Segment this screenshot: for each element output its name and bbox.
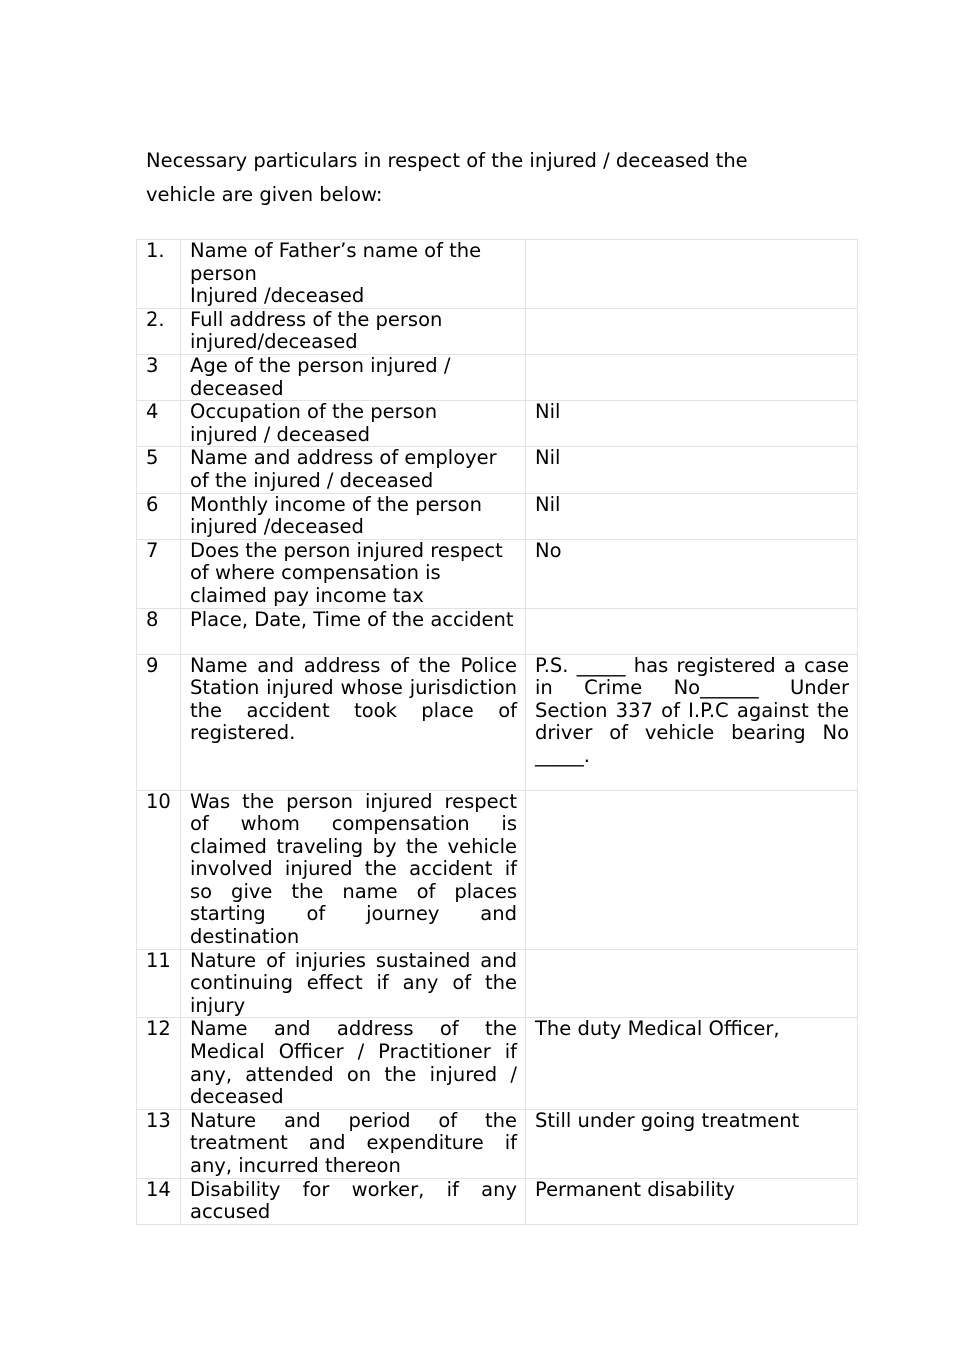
row-number: 12	[137, 1018, 181, 1109]
row-value	[526, 240, 858, 309]
row-value: Still under going treatment	[526, 1109, 858, 1178]
intro-line-2: vehicle are given below:	[146, 182, 383, 206]
table-row	[137, 354, 858, 400]
row-number: 10	[137, 790, 181, 949]
row-number: 7	[137, 539, 181, 608]
row-label: Name and address of employer of the injured / deceased	[181, 447, 526, 493]
row-value	[526, 308, 858, 354]
row-number: 1.	[137, 240, 181, 309]
table-row	[137, 1018, 858, 1109]
row-value	[526, 354, 858, 400]
row-value	[526, 790, 858, 949]
table-row	[137, 1109, 858, 1178]
table-row	[137, 539, 858, 608]
row-number: 8	[137, 608, 181, 654]
row-label: Name of Father’s name of the person Injured /deceased	[181, 240, 526, 309]
row-number: 5	[137, 447, 181, 493]
row-value: Nil	[526, 493, 858, 539]
row-label: Full address of the person injured/deceased	[181, 308, 526, 354]
table-row	[137, 493, 858, 539]
row-number: 11	[137, 949, 181, 1018]
row-number: 6	[137, 493, 181, 539]
row-number: 14	[137, 1178, 181, 1224]
row-number: 3	[137, 354, 181, 400]
particulars-table	[136, 239, 858, 1225]
row-label: Was the person injured respect of whom compensation is claimed traveling by the vehicle involved injured the accident if so give the name of places starting of journey and destination	[181, 790, 526, 949]
row-number: 2.	[137, 308, 181, 354]
row-label: Age of the person injured / deceased	[181, 354, 526, 400]
row-value	[526, 949, 858, 1018]
table-row	[137, 401, 858, 447]
row-label: Nature of injuries sustained and continuing effect if any of the injury	[181, 949, 526, 1018]
table-row	[137, 308, 858, 354]
row-value: The duty Medical Officer,	[526, 1018, 858, 1109]
intro-text	[146, 144, 826, 211]
row-label: Monthly income of the person injured /deceased	[181, 493, 526, 539]
table-row	[137, 654, 858, 790]
row-label: Name and address of the Medical Officer / Practitioner if any, attended on the injured / deceased	[181, 1018, 526, 1109]
row-number: 13	[137, 1109, 181, 1178]
table-row	[137, 1178, 858, 1224]
row-number: 9	[137, 654, 181, 790]
row-label: Disability for worker, if any accused	[181, 1178, 526, 1224]
table-row	[137, 949, 858, 1018]
row-label: Name and address of the Police Station injured whose jurisdiction the accident took place of registered.	[181, 654, 526, 790]
row-value: No	[526, 539, 858, 608]
row-value: P.S. _____ has registered a case in Crime No______ Under Section 337 of I.P.C against the driver of vehicle bearing No _____.	[526, 654, 858, 790]
row-value: Nil	[526, 447, 858, 493]
intro-line-1: Necessary particulars in respect of the injured / deceased the	[146, 149, 748, 172]
row-label: Nature and period of the treatment and expenditure if any, incurred thereon	[181, 1109, 526, 1178]
table-row	[137, 447, 858, 493]
row-value	[526, 608, 858, 654]
row-value: Nil	[526, 401, 858, 447]
row-value: Permanent disability	[526, 1178, 858, 1224]
table-row	[137, 608, 858, 654]
row-label: Place, Date, Time of the accident	[181, 608, 526, 654]
table-row	[137, 240, 858, 309]
row-label: Does the person injured respect of where compensation is claimed pay income tax	[181, 539, 526, 608]
table-row	[137, 790, 858, 949]
row-label: Occupation of the person injured / deceased	[181, 401, 526, 447]
row-number: 4	[137, 401, 181, 447]
